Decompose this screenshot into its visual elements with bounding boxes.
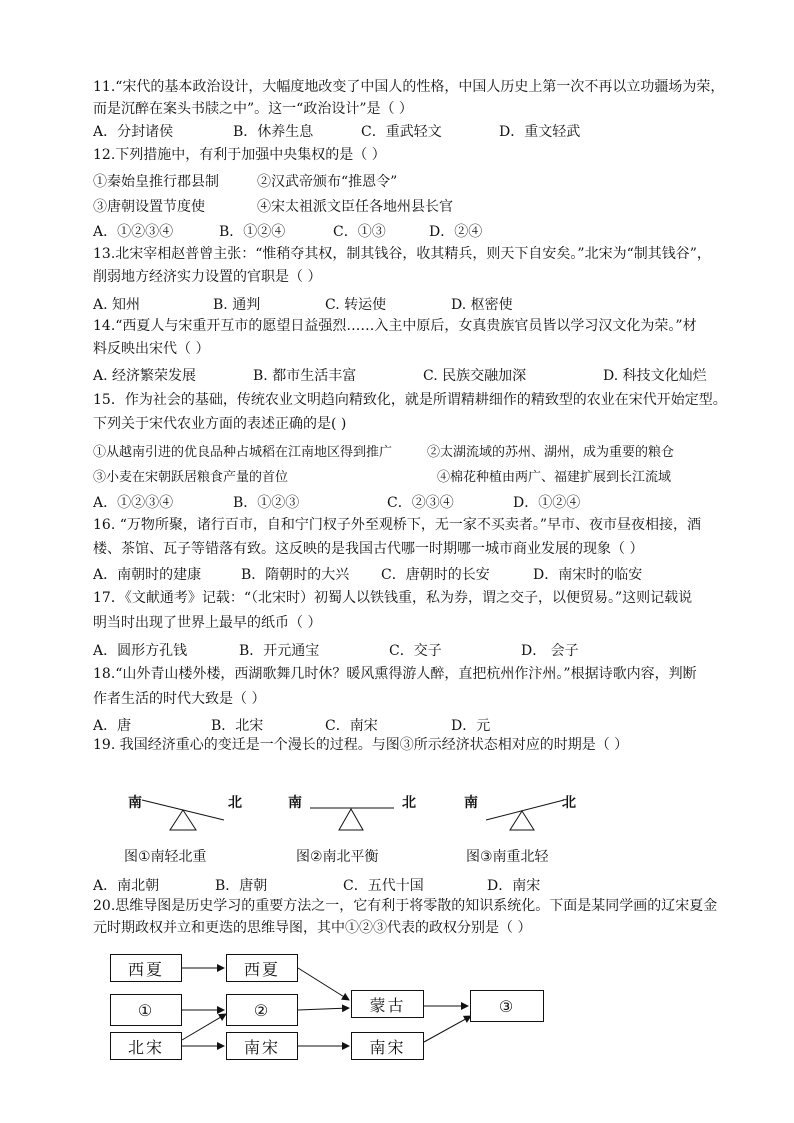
q17-option-d: D． 会子	[521, 643, 579, 659]
q18-option-d: D．元	[451, 718, 491, 734]
q11-option-d: D．重文轻武	[499, 124, 581, 140]
q15-item-2: ②太湖流域的苏州、湖州，成为重要的粮仓	[427, 445, 675, 460]
q16-option-c: C．唐朝时的长安	[381, 567, 490, 583]
q14-option-d: D. 科技文化灿烂	[603, 368, 707, 384]
q19-option-b: B．唐朝	[215, 878, 268, 894]
q17-option-b: B．开元通宝	[239, 643, 320, 659]
q13-options	[93, 294, 733, 312]
q15-item-1: ①从越南引进的优良品种占城稻在江南地区得到推广	[93, 445, 393, 460]
q13-line-1: 13.北宋宰相赵普曾主张：“惟稍夺其权，制其钱谷，收其精兵，则天下自安矣。”北宋为“制其钱谷”，	[93, 246, 711, 262]
q12-option-a: A．①②③④	[93, 224, 174, 240]
q12-item-1: ①秦始皇推行郡县制	[93, 174, 219, 190]
balance-figure-2	[284, 788, 424, 868]
q18-line-2: 作者生活的时代大致是（ ）	[93, 691, 266, 707]
q18-option-b: B．北宋	[211, 718, 264, 734]
q19-line-1: 19. 我国经济重心的变迁是一个漫长的过程。与图③所示经济状态相对应的时期是（ ）	[93, 737, 629, 753]
balance-3-caption: 图③南重北轻	[466, 849, 549, 865]
q17-line-1: 17．《文献通考》记载：“（北宋时）初蜀人以铁钱重，私为券，谓之交子，以便贸易。”这则记载说	[93, 590, 693, 606]
q11-options	[93, 121, 733, 139]
q11-option-a: A．分封诸侯	[93, 124, 174, 140]
q12-option-c: C．①③	[333, 224, 386, 240]
q15-line-2: 下列关于宋代农业方面的表述正确的是( )	[93, 416, 347, 432]
balance-figure-1	[120, 788, 250, 868]
map-box-beisong: 北宋	[110, 1032, 182, 1060]
q14-options	[93, 365, 733, 383]
q14-line-1: 14.“西夏人与宋重开互市的愿望日益强烈……入主中原后，女真贵族官员皆以学习汉文化为荣。”材	[93, 318, 697, 334]
map-box-menggu: 蒙古	[351, 990, 424, 1018]
balance-1-right-label: 北	[228, 795, 242, 811]
q14-line-2: 料反映出宋代（ ）	[93, 341, 210, 357]
q20-line-1: 20.思维导图是历史学习的重要方法之一，它有利于将零散的知识系统化。下面是某同学画的辽宋夏金	[93, 898, 718, 914]
q14-option-c: C. 民族交融加深	[423, 368, 527, 384]
q12-items-row-1	[93, 171, 733, 189]
q16-option-b: B．隋朝时的大兴	[241, 567, 350, 583]
q18-line-1: 18.“山外青山楼外楼，西湖歌舞几时休？暖风熏得游人醉，直把杭州作汴州。”根据诗歌内容，判断	[93, 666, 697, 682]
balance-3-right-label: 北	[562, 795, 576, 811]
q12-line-1: 12.下列措施中，有利于加强中央集权的是（ ）	[93, 147, 386, 163]
map-box-circle-2: ②	[226, 994, 298, 1026]
q19-options	[93, 875, 733, 893]
balance-1-caption: 图①南轻北重	[124, 849, 207, 865]
q13-option-b: B. 通判	[213, 297, 261, 313]
q15-items-row-1	[93, 441, 733, 459]
q15-option-a: A．①②③④	[93, 495, 174, 511]
q12-option-b: B．①②④	[219, 224, 286, 240]
q15-options	[93, 492, 733, 510]
q19-option-a: A．南北朝	[93, 878, 160, 894]
q12-items-row-2	[93, 196, 733, 214]
q17-option-a: A．圆形方孔钱	[93, 643, 188, 659]
balance-2-left-label: 南	[288, 795, 302, 811]
q13-option-d: D. 枢密使	[451, 297, 513, 313]
q11-line-2: 而是沉醉在案头书牍之中”。这一“政治设计”是（ ）	[93, 101, 413, 117]
q12-option-d: D．②④	[429, 224, 483, 240]
mind-map	[100, 948, 560, 1068]
q16-line-2: 楼、茶馆、瓦子等错落有致。这反映的是我国古代哪一时期哪一城市商业发展的现象（ ）	[93, 541, 644, 557]
q15-item-3: ③小麦在宋朝跃居粮食产量的首位	[93, 470, 289, 485]
q13-option-a: A. 知州	[93, 297, 141, 313]
q11-line-1: 11.“宋代的基本政治设计，大幅度地改变了中国人的性格，中国人历史上第一次不再以立功疆场为荣，	[93, 79, 725, 95]
map-box-xixia-2: 西夏	[226, 954, 298, 982]
q15-option-c: C．②③④	[387, 495, 454, 511]
q12-item-2: ②汉武帝颁布“推恩令”	[257, 174, 398, 190]
balance-1-left-label: 南	[128, 795, 142, 811]
q12-item-3: ③唐朝设置节度使	[93, 199, 205, 215]
q15-item-4: ④棉花种植由两广、福建扩展到长江流域	[437, 470, 672, 485]
balance-2-right-label: 北	[402, 795, 416, 811]
q16-option-a: A．南朝时的建康	[93, 567, 202, 583]
q16-options	[93, 564, 733, 582]
balance-3-left-label: 南	[464, 795, 478, 811]
q15-items-row-2	[93, 466, 733, 484]
q17-option-c: C．交子	[389, 643, 442, 659]
q15-option-d: D．①②④	[513, 495, 581, 511]
balance-figure-3	[462, 788, 592, 868]
map-box-nansong-1: 南宋	[226, 1032, 298, 1060]
q18-option-a: A．唐	[93, 718, 132, 734]
balance-2-caption: 图②南北平衡	[296, 849, 379, 865]
q20-line-2: 元时期政权并立和更迭的思维导图，其中①②③代表的政权分别是（ ）	[93, 920, 532, 936]
q12-item-4: ④宋太祖派文臣任各地州县长官	[257, 199, 453, 215]
q17-options	[93, 640, 733, 658]
q16-line-1: 16. “万物所聚，诸行百市，自和宁门杈子外至观桥下，无一家不买卖者。”早市、夜市昼夜相接，酒	[93, 517, 702, 533]
q19-option-c: C．五代十国	[343, 878, 424, 894]
q18-options	[93, 715, 733, 733]
map-box-xixia-1: 西夏	[110, 954, 182, 982]
q13-line-2: 削弱地方经济实力设置的官职是（ ）	[93, 269, 322, 285]
map-box-nansong-2: 南宋	[351, 1032, 424, 1060]
q15-line-1: 15．作为社会的基础，传统农业文明趋向精致化，就是所谓精耕细作的精致型的农业在宋代开始定型。	[93, 392, 727, 408]
q15-option-b: B．①②③	[233, 495, 300, 511]
map-box-circle-3: ③	[470, 990, 544, 1022]
q17-line-2: 明当时出现了世界上最早的纸币（ ）	[93, 615, 322, 631]
q16-option-d: D．南宋时的临安	[533, 567, 643, 583]
q11-option-b: B．休养生息	[233, 124, 314, 140]
q14-option-a: A. 经济繁荣发展	[93, 368, 197, 384]
map-box-circle-1: ①	[110, 994, 182, 1026]
q14-option-b: B. 都市生活丰富	[253, 368, 357, 384]
q12-options	[93, 221, 733, 239]
q11-option-c: C．重武轻文	[361, 124, 442, 140]
q13-option-c: C. 转运使	[325, 297, 387, 313]
q19-option-d: D．南宋	[487, 878, 541, 894]
q18-option-c: C．南宋	[325, 718, 378, 734]
